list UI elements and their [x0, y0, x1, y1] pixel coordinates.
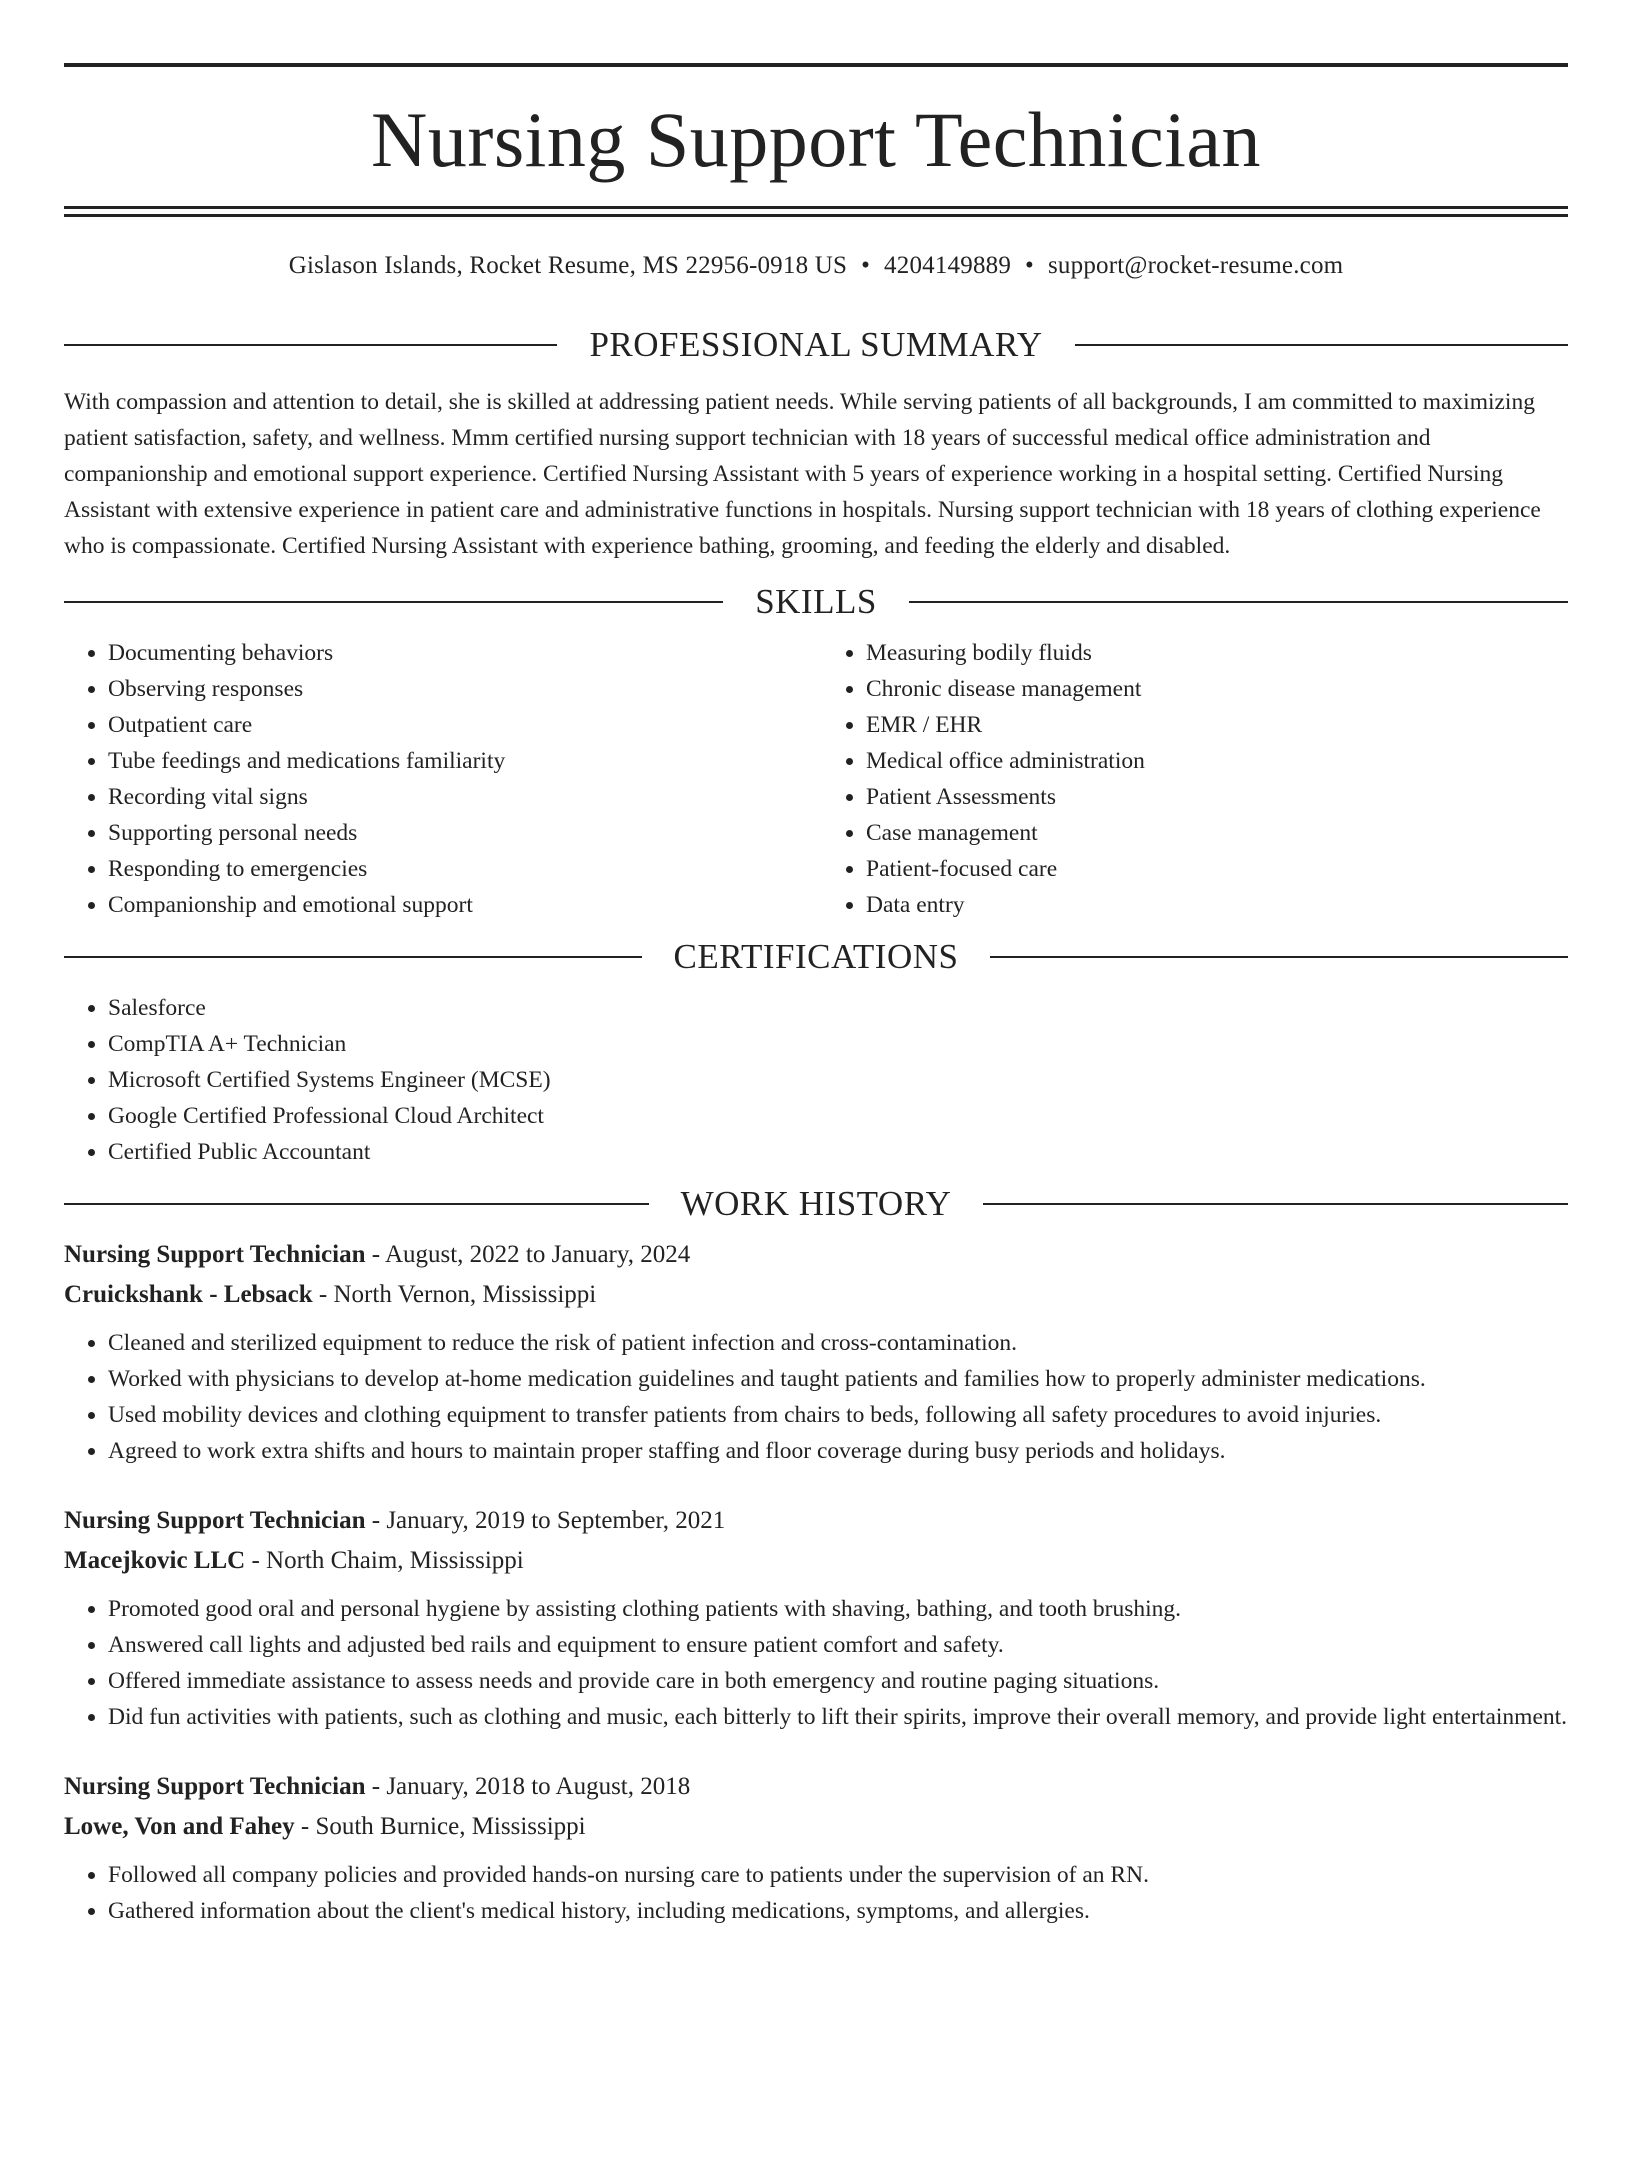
job-company-line [64, 1807, 1568, 1847]
skills-list-right [816, 635, 1568, 923]
job-bullet: • Answered call lights and adjusted bed rails and equipment to ensure patient comfort and safety. [108, 1627, 1568, 1663]
job-bullets [64, 1325, 1568, 1469]
certification-item: • Google Certified Professional Cloud Architect [108, 1098, 1568, 1134]
job-title: Nursing Support Technician [64, 1507, 366, 1534]
summary-text: With compassion and attention to detail, she is skilled at addressing patient needs. While serving patients of all backgrounds, I am committed to maximizing patient satisfaction, safety, and wellness. Mmm certified nursing support technician with 18 years of successful medical office administration and companionship and emotional support experience. Certified Nursing Assistant with 5 years of experience working in a hospital setting. Certified Nursing Assistant with extensive experience in patient care and administrative functions in hospitals. Nursing support technician with 18 years of clothing experience who is compassionate. Certified Nursing Assistant with experience bathing, grooming, and feeding the elderly and disabled. [64, 389, 1541, 559]
job-location: - North Chaim, Mississippi [245, 1547, 524, 1574]
contact-separator: • [861, 252, 871, 279]
certifications-list [64, 990, 1568, 1170]
contact-separator: • [1025, 252, 1034, 279]
contact-address: Gislason Islands, Rocket Resume, MS 22956-0918 US [288, 252, 848, 279]
certification-item: • CompTIA A+ Technician [108, 1026, 1568, 1062]
work-history-heading-text: WORK HISTORY [680, 1184, 952, 1223]
contact-phone: 4204149889 [884, 252, 1012, 279]
job-bullet: • Gathered information about the client's medical history, including medications, symptoms, and allergies. [108, 1893, 1568, 1929]
job-dates: - January, 2018 to August, 2018 [365, 1773, 691, 1800]
job-entry [64, 1501, 1568, 1735]
job-location: - North Vernon, Mississippi [312, 1281, 597, 1308]
heading-rule-left [64, 344, 557, 346]
job-company-line [64, 1541, 1568, 1581]
skill-item: • Recording vital signs [108, 779, 816, 815]
job-title: Nursing Support Technician [64, 1773, 366, 1800]
job-dates: - January, 2019 to September, 2021 [365, 1507, 726, 1534]
job-title-line [64, 1767, 1568, 1807]
job-bullets [64, 1857, 1568, 1929]
skill-item: • Data entry [866, 887, 1568, 923]
work-history-heading [64, 1186, 1568, 1221]
job-bullet: • Followed all company policies and provided hands-on nursing care to patients under the supervision of an RN. [108, 1857, 1568, 1893]
skill-item: • Medical office administration [866, 743, 1568, 779]
skill-item: • Supporting personal needs [108, 815, 816, 851]
skill-item: • Patient Assessments [866, 779, 1568, 815]
job-bullet: • Promoted good oral and personal hygiene by assisting clothing patients with shaving, bathing, and tooth brushing. [108, 1591, 1568, 1627]
job-bullets [64, 1591, 1568, 1735]
certification-item: • Certified Public Accountant [108, 1134, 1568, 1170]
job-bullet: • Used mobility devices and clothing equipment to transfer patients from chairs to beds, following all safety procedures to avoid injuries. [108, 1397, 1568, 1433]
certification-item: • Microsoft Certified Systems Engineer (MCSE) [108, 1062, 1568, 1098]
skill-item: • Responding to emergencies [108, 851, 816, 887]
resume-page [0, 63, 1632, 2175]
skills-list-left [64, 635, 816, 923]
summary-heading [64, 327, 1568, 362]
heading-rule-right [909, 601, 1568, 603]
certification-item: • Salesforce [108, 990, 1568, 1026]
job-company: Macejkovic LLC [64, 1547, 246, 1574]
job-bullet: • Worked with physicians to develop at-home medication guidelines and taught patients and families how to properly administer medications. [108, 1361, 1568, 1397]
job-location: - South Burnice, Mississippi [294, 1813, 586, 1840]
skills-column-left [64, 635, 816, 923]
heading-rule-right [990, 956, 1568, 958]
skill-item: • Tube feedings and medications familiarity [108, 743, 816, 779]
skill-item: • EMR / EHR [866, 707, 1568, 743]
job-title-line [64, 1235, 1568, 1275]
skill-item: • Chronic disease management [866, 671, 1568, 707]
skills-column-right [816, 635, 1568, 923]
heading-rule-left [64, 1203, 649, 1205]
certifications-heading [64, 939, 1568, 974]
header-double-rule [64, 206, 1568, 217]
skill-item: • Case management [866, 815, 1568, 851]
skill-item: • Measuring bodily fluids [866, 635, 1568, 671]
contact-email: support@rocket-resume.com [1048, 252, 1344, 279]
skills-heading-text: SKILLS [755, 582, 877, 621]
job-dates: - August, 2022 to January, 2024 [365, 1241, 691, 1268]
skills-heading [64, 584, 1568, 619]
job-bullet: • Offered immediate assistance to assess needs and provide care in both emergency and routine paging situations. [108, 1663, 1568, 1699]
job-entry [64, 1767, 1568, 1929]
job-bullet: • Cleaned and sterilized equipment to reduce the risk of patient infection and cross-contamination. [108, 1325, 1568, 1361]
summary-heading-text: PROFESSIONAL SUMMARY [589, 325, 1043, 364]
heading-rule-right [1075, 344, 1568, 346]
skill-item: • Patient-focused care [866, 851, 1568, 887]
certifications-heading-text: CERTIFICATIONS [673, 937, 959, 976]
skills-grid [64, 635, 1568, 923]
skill-item: • Outpatient care [108, 707, 816, 743]
resume-name: Nursing Support Technician [371, 96, 1261, 183]
job-title: Nursing Support Technician [64, 1241, 366, 1268]
contact-line [64, 251, 1568, 281]
job-company-line [64, 1275, 1568, 1315]
job-company: Cruickshank - Lebsack [64, 1281, 313, 1308]
skill-item: • Observing responses [108, 671, 816, 707]
heading-rule-right [983, 1203, 1568, 1205]
heading-rule-left [64, 956, 642, 958]
job-title-line [64, 1501, 1568, 1541]
job-bullet: • Did fun activities with patients, such as clothing and music, each bitterly to lift their spirits, improve their overall memory, and provide light entertainment. [108, 1699, 1568, 1735]
job-entry [64, 1235, 1568, 1469]
job-bullet: • Agreed to work extra shifts and hours to maintain proper staffing and floor coverage during busy periods and holidays. [108, 1433, 1568, 1469]
skill-item: • Documenting behaviors [108, 635, 816, 671]
skill-item: • Companionship and emotional support [108, 887, 816, 923]
heading-rule-left [64, 601, 723, 603]
job-company: Lowe, Von and Fahey [64, 1813, 295, 1840]
